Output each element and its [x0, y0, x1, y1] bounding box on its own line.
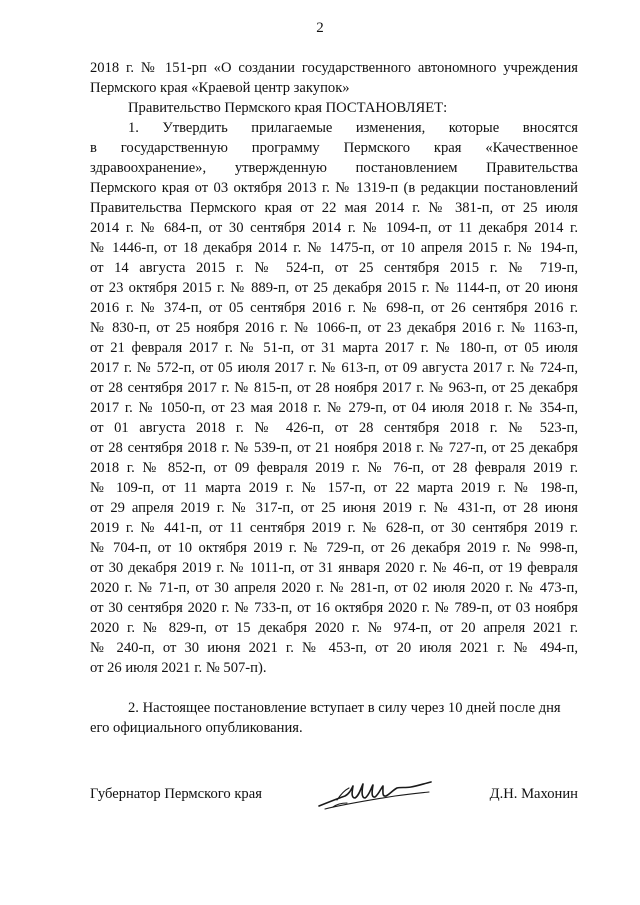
document-body — [90, 58, 578, 738]
text-line: № 240-п, от 30 июня 2021 г. № 453-п, от 20 июля 2021 г. № 494-п, — [90, 640, 578, 656]
text-line: от 14 августа 2015 г. № 524-п, от 25 сентября 2015 г. № 719-п, — [90, 260, 578, 276]
signatory-name: Д.Н. Махонин — [489, 786, 578, 802]
text-line: от 21 февраля 2017 г. № 51-п, от 31 марта 2017 г. № 180-п, от 05 июля — [90, 340, 578, 356]
text-line: 2020 г. № 829-п, от 15 декабря 2020 г. № 974-п, от 20 апреля 2021 г. — [90, 620, 578, 636]
text-line: от 01 августа 2018 г. № 426-п, от 28 сентября 2018 г. № 523-п, — [90, 420, 578, 436]
text-line: № 1446-п, от 18 декабря 2014 г. № 1475-п, от 10 апреля 2015 г. № 194-п, — [90, 240, 578, 256]
text-line: 2017 г. № 1050-п, от 23 мая 2018 г. № 279-п, от 04 июля 2018 г. № 354-п, — [90, 400, 578, 416]
text-line: 2019 г. № 441-п, от 11 сентября 2019 г. № 628-п, от 30 сентября 2019 г. — [90, 520, 578, 536]
text-line: от 28 сентября 2017 г. № 815-п, от 28 ноября 2017 г. № 963-п, от 25 декабря — [90, 380, 578, 396]
text-line: № 704-п, от 10 октября 2019 г. № 729-п, от 26 декабря 2019 г. № 998-п, — [90, 540, 578, 556]
text-line: в государственную программу Пермского края «Качественное — [90, 140, 578, 156]
text-line: от 26 июля 2021 г. № 507-п). — [90, 660, 267, 676]
text-line: 2020 г. № 71-п, от 30 апреля 2020 г. № 281-п, от 02 июля 2020 г. № 473-п, — [90, 580, 578, 596]
signature-block — [90, 778, 578, 818]
text-line: его официального опубликования. — [90, 720, 303, 736]
text-line: от 30 сентября 2020 г. № 733-п, от 16 октября 2020 г. № 789-п, от 03 ноября — [90, 600, 578, 616]
text-line: здравоохранение», утвержденную постановлением Правительства — [90, 160, 578, 176]
signature-image — [315, 776, 435, 816]
text-line: от 30 декабря 2019 г. № 1011-п, от 31 января 2020 г. № 46-п, от 19 февраля — [90, 560, 578, 576]
text-line: 2014 г. № 684-п, от 30 сентября 2014 г. № 1094-п, от 11 декабря 2014 г. — [90, 220, 578, 236]
text-line: 2017 г. № 572-п, от 05 июля 2017 г. № 613-п, от 09 августа 2017 г. № 724-п, — [90, 360, 578, 376]
text-line: от 28 сентября 2018 г. № 539-п, от 21 ноября 2018 г. № 727-п, от 25 декабря — [90, 440, 578, 456]
text-line: Пермского края «Краевой центр закупок» — [90, 80, 350, 96]
text-line: № 830-п, от 25 ноября 2016 г. № 1066-п, от 23 декабря 2016 г. № 1163-п, — [90, 320, 578, 336]
text-line: Пермского края от 03 октября 2013 г. № 1319-п (в редакции постановлений — [90, 180, 578, 196]
text-line: 2016 г. № 374-п, от 05 сентября 2016 г. № 698-п, от 26 сентября 2016 г. — [90, 300, 578, 316]
text-line: 1. Утвердить прилагаемые изменения, которые вносятся — [128, 120, 578, 136]
text-line: 2018 г. № 151-рп «О создании государственного автономного учреждения — [90, 60, 578, 76]
text-line: № 109-п, от 11 марта 2019 г. № 157-п, от 22 марта 2019 г. № 198-п, — [90, 480, 578, 496]
text-line: от 23 октября 2015 г. № 889-п, от 25 декабря 2015 г. № 1144-п, от 20 июня — [90, 280, 578, 296]
text-line: Правительство Пермского края ПОСТАНОВЛЯЕТ: — [128, 100, 448, 116]
page-number: 2 — [316, 20, 324, 36]
text-line: Правительства Пермского края от 22 мая 2014 г. № 381-п, от 25 июля — [90, 200, 578, 216]
text-line: от 29 апреля 2019 г. № 317-п, от 25 июня 2019 г. № 431-п, от 28 июня — [90, 500, 578, 516]
text-line: 2. Настоящее постановление вступает в силу через 10 дней после дня — [128, 700, 561, 716]
signatory-title: Губернатор Пермского края — [90, 786, 262, 802]
text-line: 2018 г. № 852-п, от 09 февраля 2019 г. № 76-п, от 28 февраля 2019 г. — [90, 460, 578, 476]
